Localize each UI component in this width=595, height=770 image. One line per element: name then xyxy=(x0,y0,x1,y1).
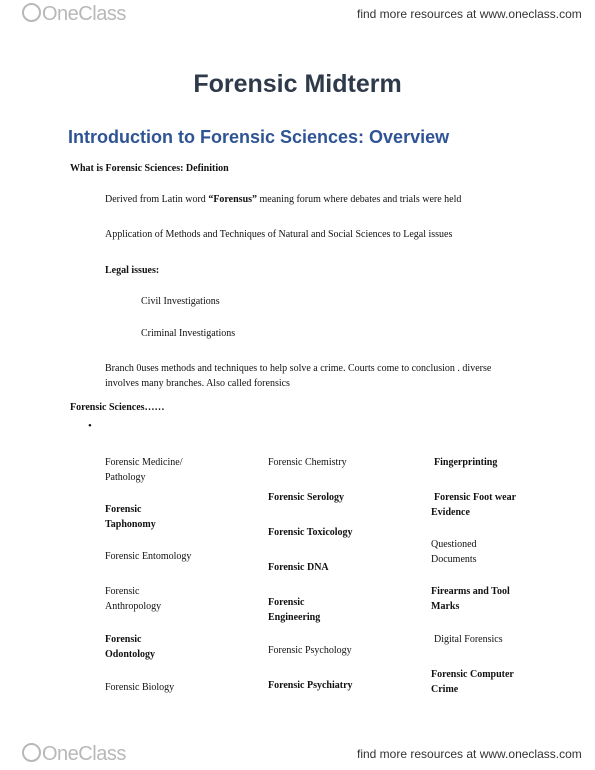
page-title: Forensic Midterm xyxy=(193,70,402,98)
derived-paragraph: Derived from Latin word “Forensus” meaning forum where debates and trials were held xyxy=(105,194,462,205)
col3-item: Forensic Computer Crime xyxy=(431,669,514,695)
col2-item: Forensic DNA xyxy=(268,562,329,573)
application-paragraph: Application of Methods and Techniques of Natural and Social Sciences to Legal issues xyxy=(105,229,453,240)
footer-promo-text[interactable]: find more resources at www.oneclass.com xyxy=(357,747,582,761)
bullet-icon: • xyxy=(88,420,92,432)
civil-investigations: Civil Investigations xyxy=(141,296,220,307)
col3-item: Digital Forensics xyxy=(434,634,503,645)
col2-item: Forensic Psychiatry xyxy=(268,680,353,691)
col3-item: Fingerprinting xyxy=(434,457,498,468)
forensic-sciences-heading: Forensic Sciences…… xyxy=(70,402,165,413)
criminal-investigations: Criminal Investigations xyxy=(141,328,236,339)
definition-heading: What is Forensic Sciences: Definition xyxy=(70,163,229,174)
col3-item: Forensic Foot wear Evidence xyxy=(431,492,517,518)
col1-item: Forensic Medicine/ Pathology xyxy=(105,457,183,483)
section-heading: Introduction to Forensic Sciences: Overview xyxy=(68,127,450,147)
col3-item: Questioned Documents xyxy=(431,539,477,565)
oneclass-logo-footer: OneClass xyxy=(22,743,126,766)
branch-paragraph: Branch 0uses methods and techniques to help solve a crime. Courts come to conclusion . diverse involves many branches. Also called forensics xyxy=(105,363,492,389)
col2-item: Forensic Serology xyxy=(268,492,345,503)
col1-item: Forensic Entomology xyxy=(105,551,192,562)
col2-item: Forensic Toxicology xyxy=(268,527,353,538)
logo-circle-icon xyxy=(22,3,41,22)
col2-item: Forensic Engineering xyxy=(268,597,321,623)
legal-issues-heading: Legal issues: xyxy=(105,265,160,276)
oneclass-logo: OneClass xyxy=(22,3,126,26)
col2-item: Forensic Psychology xyxy=(268,645,352,656)
col1-item: Forensic Taphonomy xyxy=(105,504,156,530)
col3-item: Firearms and Tool Marks xyxy=(431,586,510,612)
col1-item: Forensic Odontology xyxy=(105,634,156,660)
logo-circle-icon xyxy=(22,743,41,762)
col1-item: Forensic Biology xyxy=(105,682,175,693)
header-promo-text[interactable]: find more resources at www.oneclass.com xyxy=(357,7,582,21)
col1-item: Forensic Anthropology xyxy=(105,586,162,612)
col2-item: Forensic Chemistry xyxy=(268,457,347,468)
